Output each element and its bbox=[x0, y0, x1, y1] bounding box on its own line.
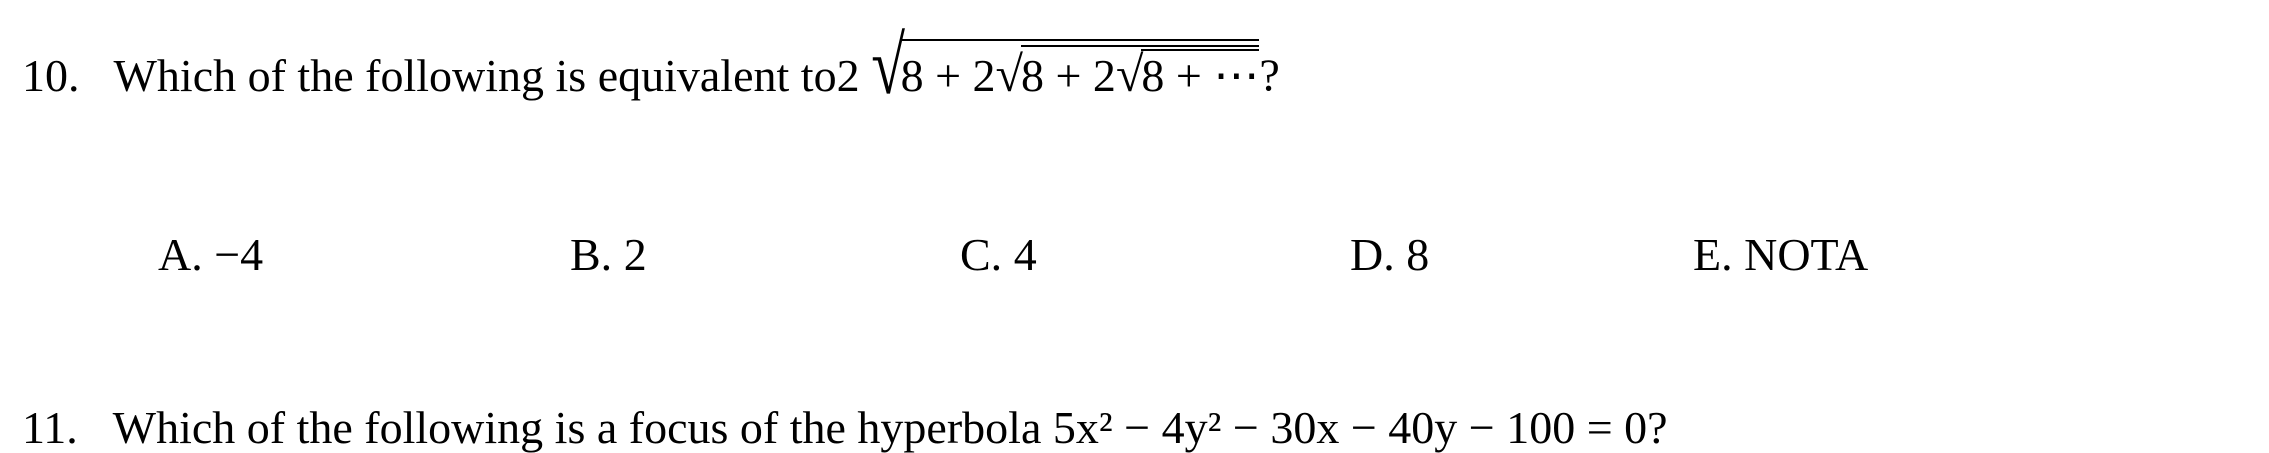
choice-a[interactable] bbox=[158, 228, 263, 281]
choice-value: 4 bbox=[1013, 229, 1037, 280]
answer-choices bbox=[0, 228, 2269, 288]
outer-coefficient: 2 bbox=[836, 49, 860, 101]
question-text: Which of the following is a focus of the hyperbola bbox=[112, 402, 1053, 453]
inner-radicand bbox=[1141, 49, 1259, 99]
radical-sign-icon: √ bbox=[995, 45, 1023, 102]
question-text: Which of the following is equivalent to bbox=[113, 49, 837, 101]
choice-value: 8 bbox=[1406, 229, 1430, 280]
choice-letter: E. bbox=[1693, 229, 1733, 280]
choice-letter: D. bbox=[1350, 229, 1395, 280]
choice-value: NOTA bbox=[1744, 229, 1869, 280]
question-10 bbox=[22, 20, 1280, 111]
radical-sign-icon: √ bbox=[870, 20, 905, 111]
outer-radical bbox=[860, 20, 1260, 111]
hyperbola-equation: 5x² − 4y² − 30x − 40y − 100 = 0? bbox=[1052, 402, 1668, 453]
choice-letter: B. bbox=[570, 229, 613, 280]
question-number: 11. bbox=[22, 402, 78, 453]
choice-d[interactable] bbox=[1350, 228, 1429, 281]
middle-term: 8 + 2 bbox=[1020, 49, 1116, 101]
middle-radicand bbox=[1020, 45, 1260, 102]
question-11-partial bbox=[22, 402, 1668, 453]
nested-radical-expression bbox=[836, 20, 1260, 111]
choice-letter: A. bbox=[158, 229, 203, 280]
outer-radicand bbox=[900, 39, 1260, 102]
choice-letter: C. bbox=[960, 229, 1003, 280]
choice-value: −4 bbox=[214, 229, 264, 280]
inner-term: 8 + ⋯ bbox=[1141, 49, 1260, 101]
choice-b[interactable] bbox=[570, 228, 647, 281]
middle-radical bbox=[995, 45, 1260, 102]
radical-sign-icon: √ bbox=[1115, 45, 1144, 102]
choice-value: 2 bbox=[623, 229, 647, 280]
question-mark: ? bbox=[1259, 49, 1280, 101]
choice-c[interactable] bbox=[960, 228, 1037, 281]
question-number: 10. bbox=[22, 49, 80, 101]
inner-radical bbox=[1115, 45, 1260, 102]
outer-term: 8 + 2 bbox=[900, 49, 996, 101]
choice-e[interactable] bbox=[1693, 228, 1868, 281]
